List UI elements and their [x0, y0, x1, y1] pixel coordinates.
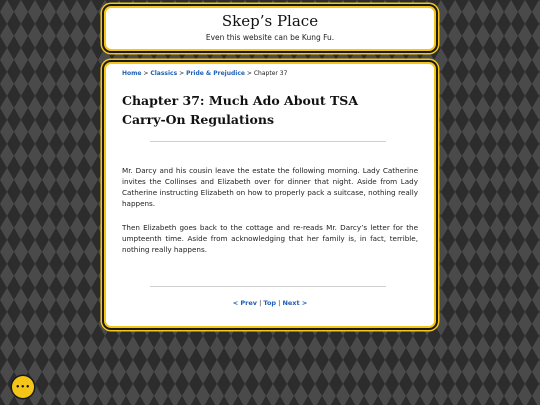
content-card	[104, 62, 436, 328]
breadcrumb-separator: >	[179, 70, 185, 77]
breadcrumb	[122, 70, 418, 77]
site-tagline: Even this website can be Kung Fu.	[205, 33, 335, 42]
next-link[interactable]: Next >	[282, 299, 308, 307]
breadcrumb-separator: >	[246, 70, 252, 77]
breadcrumb-separator: >	[143, 70, 149, 77]
breadcrumb-current: Chapter 37	[253, 70, 288, 77]
site-title: Skep’s Place	[221, 12, 319, 30]
breadcrumb-link-pride-prejudice[interactable]: Pride & Prejudice	[186, 70, 245, 77]
divider	[150, 141, 386, 142]
more-horizontal-icon: •••	[15, 382, 31, 391]
breadcrumb-link-home[interactable]: Home	[122, 70, 142, 77]
pager-separator: |	[278, 299, 281, 307]
more-menu-button[interactable]	[12, 376, 34, 398]
page-title: Chapter 37: Much Ado About TSA Carry-On Regulations	[122, 93, 359, 127]
pager-separator: |	[259, 299, 262, 307]
breadcrumb-link-classics[interactable]: Classics	[150, 70, 178, 77]
article-paragraph: Then Elizabeth goes back to the cottage and re-reads Mr. Darcy’s letter for the umpteenth time. Aside from acknowledging that her family is, in fact, terrible, nothing really happens.	[122, 223, 418, 254]
divider	[150, 286, 386, 287]
top-link[interactable]: Top	[263, 299, 277, 307]
pagination	[122, 299, 418, 307]
article-paragraph: Mr. Darcy and his cousin leave the estate the following morning. Lady Catherine invites the Collinses and Elizabeth over for dinner that night. Aside from Lady Catherine instructing Elizabeth on how to properly pack a suitcase, nothing really happens.	[122, 166, 418, 208]
site-header	[104, 6, 436, 51]
prev-link[interactable]: < Prev	[232, 299, 258, 307]
